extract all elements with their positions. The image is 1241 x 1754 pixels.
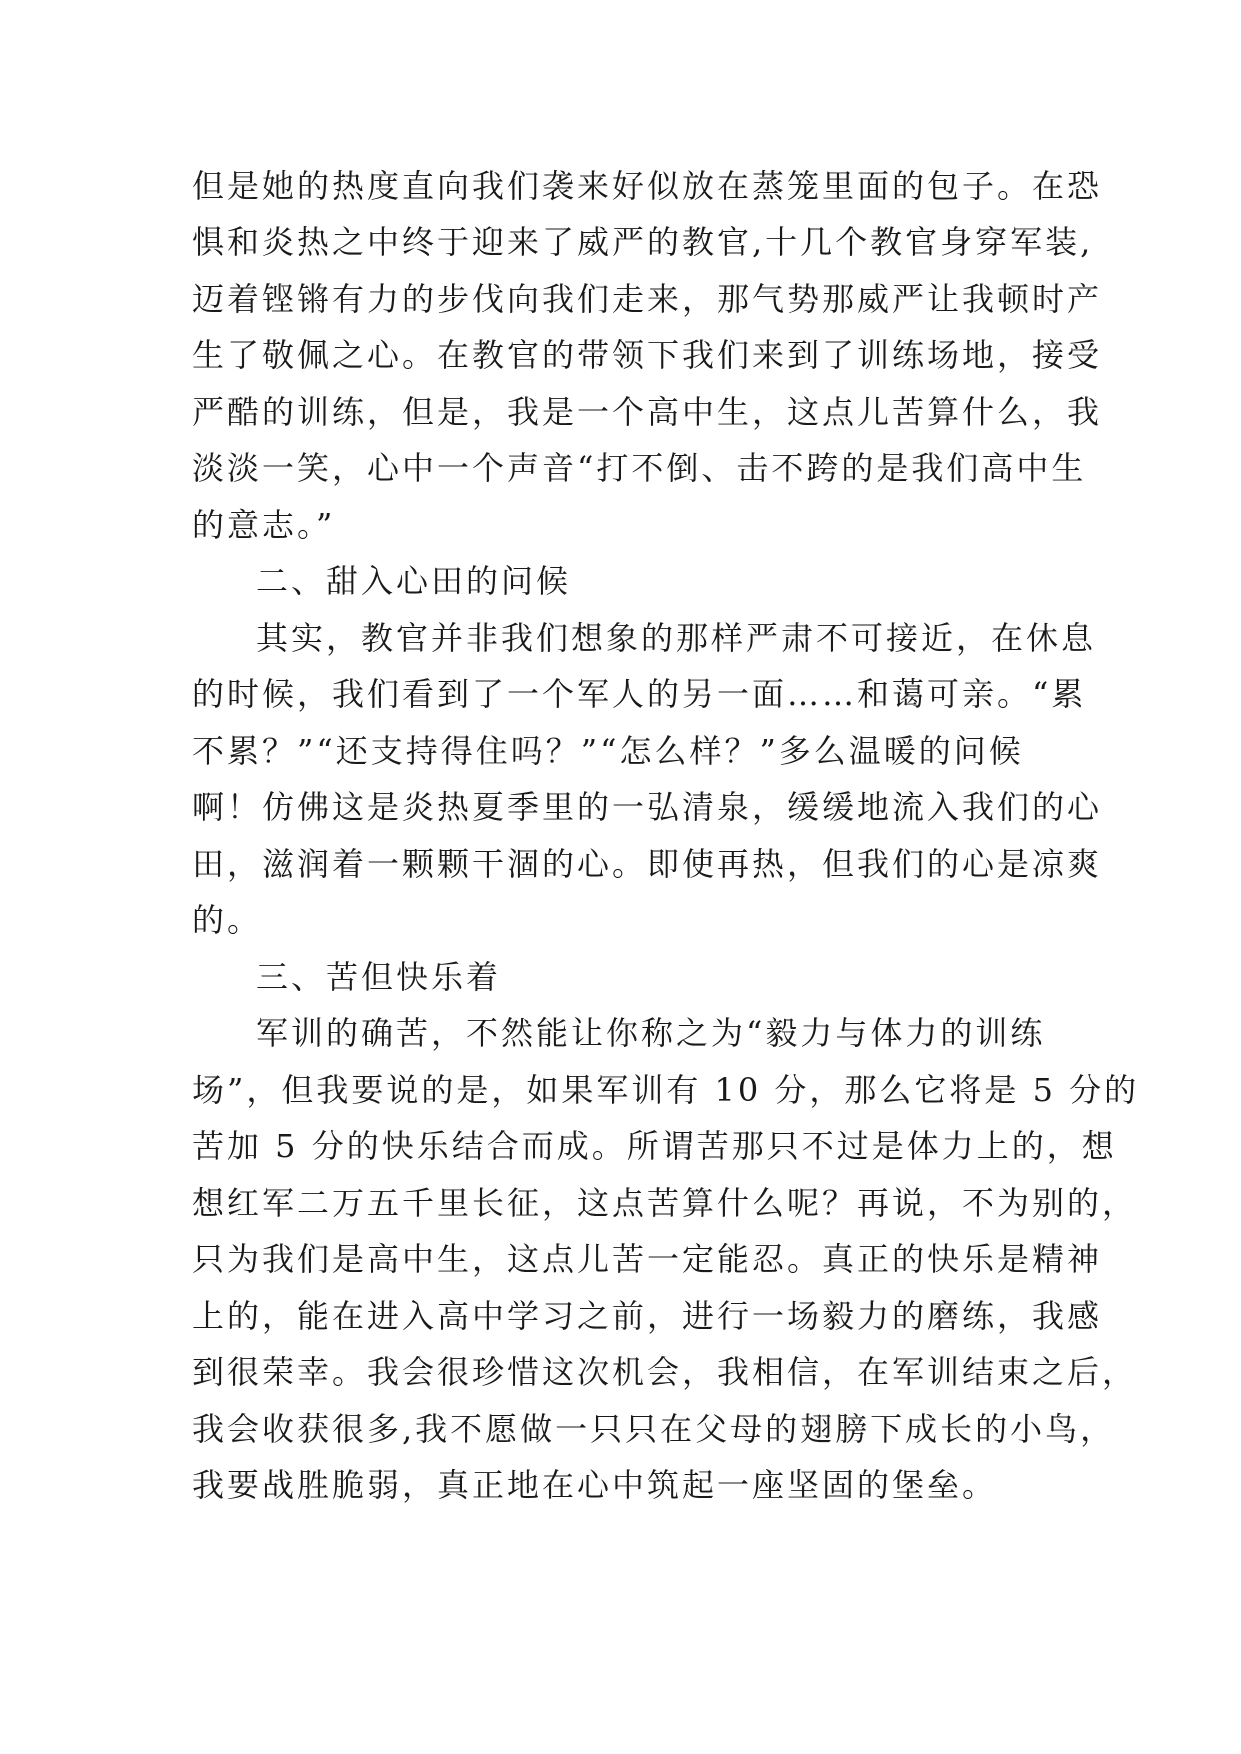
text-line: 上的，能在进入高中学习之前，进行一场毅力的磨练，我感 [192,1297,1103,1335]
text-line: 但是她的热度直向我们袭来好似放在蒸笼里面的包子。在恐 [192,167,1103,205]
text-line: 只为我们是高中生，这点儿苦一定能忍。真正的快乐是精神 [192,1240,1103,1278]
section-heading: 二、甜入心田的问候 [256,562,572,600]
text-line: 到很荣幸。我会很珍惜这次机会，我相信，在军训结束之后， [192,1353,1138,1391]
text-line: 严酷的训练，但是，我是一个高中生，这点儿苦算什么，我 [192,393,1103,431]
text-line: 苦加 5 分的快乐结合而成。所谓苦那只不过是体力上的，想 [192,1127,1117,1165]
section-heading: 三、苦但快乐着 [256,958,502,996]
text-line: 淡淡一笑，心中一个声音“打不倒、击不跨的是我们高中生 [192,449,1087,487]
paragraph-first-line: 军训的确苦，不然能让你称之为“毅力与体力的训练 [256,1014,1046,1052]
text-line: 我会收获很多,我不愿做一只只在父母的翅膀下成长的小鸟， [192,1410,1116,1448]
text-line: 场”，但我要说的是，如果军训有 10 分，那么它将是 5 分的 [192,1071,1140,1109]
text-line: 惧和炎热之中终于迎来了威严的教官,十几个教官身穿军装, [192,223,1094,261]
text-line: 田，滋润着一颗颗干涸的心。即使再热，但我们的心是凉爽 [192,845,1103,883]
text-line: 的时候，我们看到了一个军人的另一面……和蔼可亲。“累 [192,675,1087,713]
text-line: 的。 [192,901,263,939]
text-line: 的意志。” [192,506,336,544]
text-line: 我要战胜脆弱，真正地在心中筑起一座坚固的堡垒。 [192,1466,998,1504]
text-line: 迈着铿锵有力的步伐向我们走来，那气势那威严让我顿时产 [192,280,1103,318]
text-line: 啊！仿佛这是炎热夏季里的一弘清泉，缓缓地流入我们的心 [192,788,1103,826]
text-line: 不累？”“还支持得住吗？”“怎么样？”多么温暖的问候 [192,732,1024,770]
text-line: 生了敬佩之心。在教官的带领下我们来到了训练场地，接受 [192,336,1103,374]
paragraph-first-line: 其实，教官并非我们想象的那样严肃不可接近，在休息 [256,619,1097,657]
text-line: 想红军二万五千里长征，这点苦算什么呢？再说，不为别的， [192,1184,1138,1222]
